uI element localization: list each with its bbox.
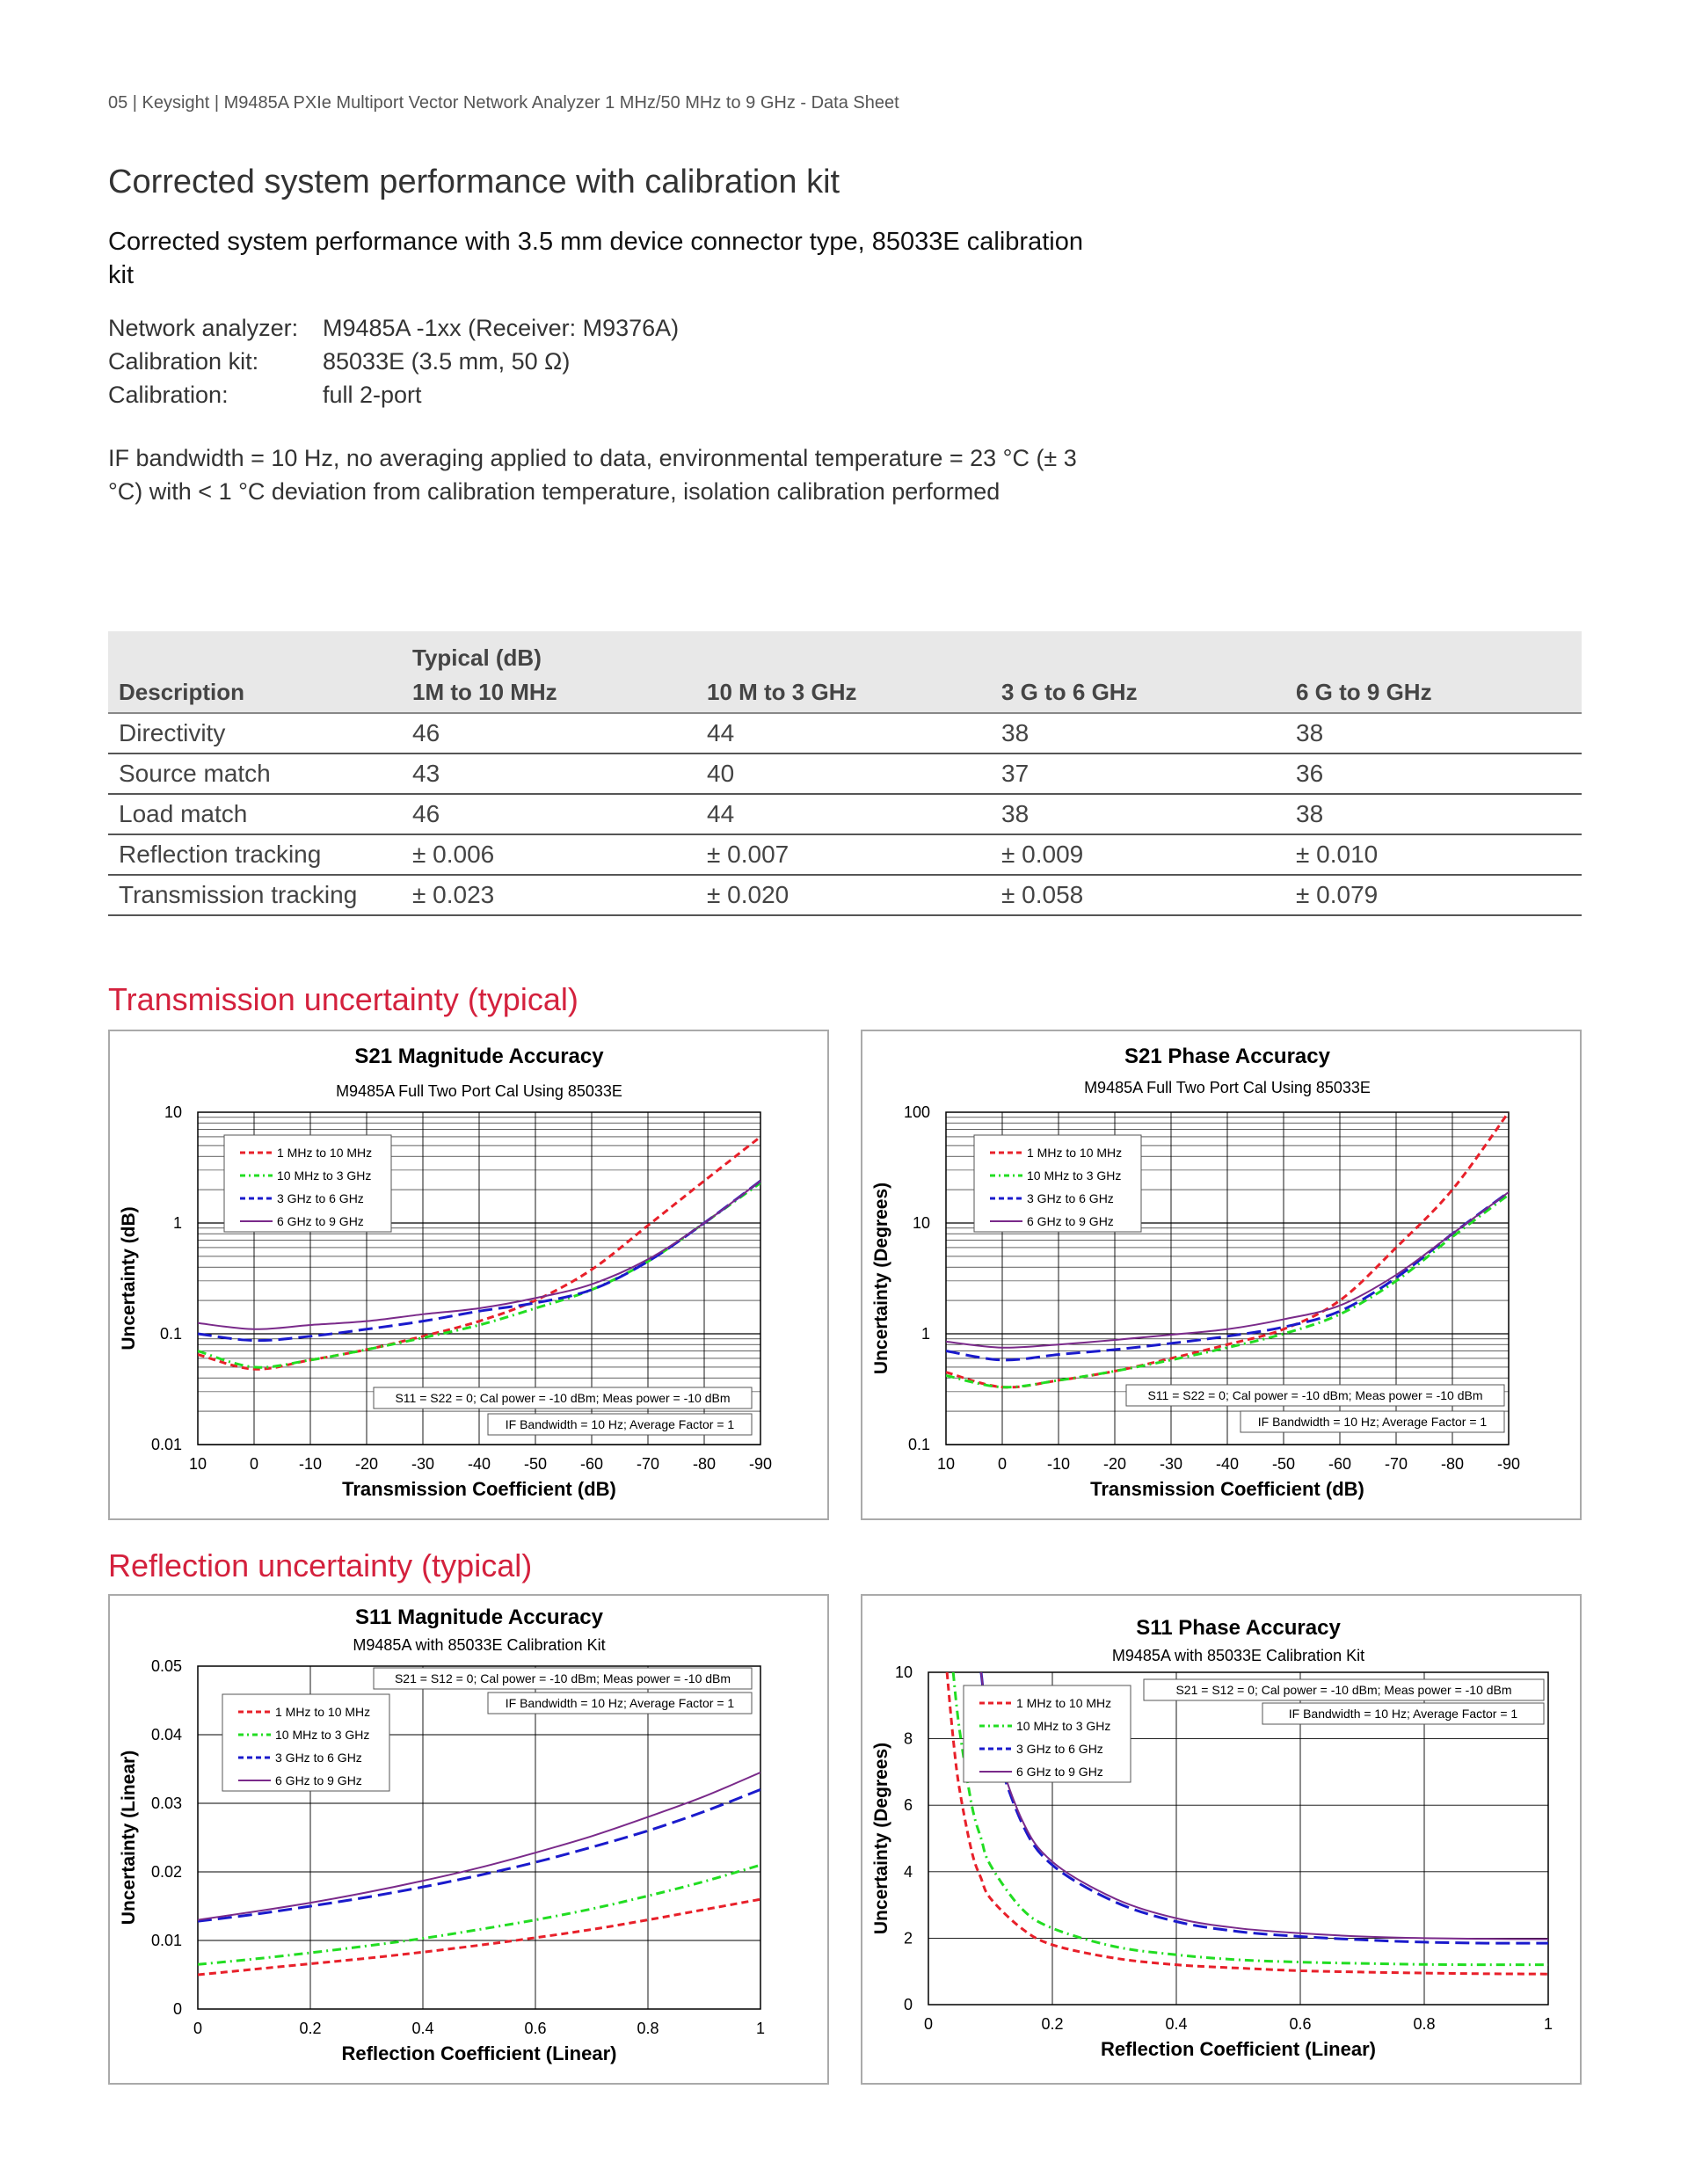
legend-label: 3 GHz to 6 GHz bbox=[1016, 1742, 1103, 1756]
table-header: Description bbox=[108, 672, 402, 713]
table-cell: 43 bbox=[402, 753, 696, 794]
table-cell: Source match bbox=[108, 753, 402, 794]
note-text: S11 = S22 = 0; Cal power = -10 dBm; Meas power = -10 dBm bbox=[1147, 1388, 1483, 1402]
y-tick-label: 0 bbox=[903, 1996, 913, 2013]
table-row bbox=[108, 875, 1582, 915]
chart-title: S11 Phase Accuracy bbox=[1136, 1616, 1341, 1640]
x-axis-label: Transmission Coefficient (dB) bbox=[342, 1478, 616, 1500]
y-tick-label: 100 bbox=[903, 1103, 930, 1121]
table-cell: ± 0.006 bbox=[402, 834, 696, 875]
x-tick-label: 0.8 bbox=[1413, 2015, 1436, 2033]
table-header: 3 G to 6 GHz bbox=[991, 672, 1285, 713]
table-row bbox=[108, 834, 1582, 875]
x-tick-label: -50 bbox=[1271, 1455, 1296, 1473]
chart-subtitle: M9485A with 85033E Calibration Kit bbox=[1111, 1647, 1365, 1664]
x-tick-label: 0.4 bbox=[1165, 2015, 1188, 2033]
table-cell: Directivity bbox=[108, 713, 402, 753]
table-cell: ± 0.079 bbox=[1285, 875, 1582, 915]
x-tick-label: -20 bbox=[354, 1455, 379, 1473]
table-cell: 44 bbox=[696, 713, 991, 753]
spec-value: M9485A -1xx (Receiver: M9376A) bbox=[323, 315, 680, 341]
table-cell: Reflection tracking bbox=[108, 834, 402, 875]
x-tick-label: -10 bbox=[298, 1455, 323, 1473]
x-tick-label: -40 bbox=[467, 1455, 491, 1473]
section-title-reflection: Reflection uncertainty (typical) bbox=[108, 1547, 533, 1583]
chart-svg bbox=[110, 1596, 827, 2083]
x-tick-label: -90 bbox=[1496, 1455, 1521, 1473]
y-tick-label: 0.03 bbox=[150, 1795, 182, 1812]
chart-title: S11 Magnitude Accuracy bbox=[355, 1605, 603, 1629]
x-tick-label: -90 bbox=[748, 1455, 773, 1473]
x-tick-label: -30 bbox=[411, 1455, 435, 1473]
table-header: 6 G to 9 GHz bbox=[1285, 672, 1582, 713]
x-tick-label: 0.2 bbox=[1041, 2015, 1064, 2033]
y-tick-label: 0.01 bbox=[150, 1932, 182, 1949]
x-tick-label: 0.6 bbox=[1289, 2015, 1312, 2033]
y-tick-label: 1 bbox=[172, 1214, 182, 1232]
spec-value: full 2-port bbox=[323, 382, 422, 408]
table-cell: ± 0.007 bbox=[696, 834, 991, 875]
x-tick-label: -70 bbox=[636, 1455, 660, 1473]
table-cell: ± 0.020 bbox=[696, 875, 991, 915]
x-tick-label: -30 bbox=[1159, 1455, 1183, 1473]
table-cell: 36 bbox=[1285, 753, 1582, 794]
table-cell: Load match bbox=[108, 794, 402, 834]
table-cell: 38 bbox=[991, 794, 1285, 834]
spec-row bbox=[108, 378, 679, 411]
page-title: Corrected system performance with calibration kit bbox=[108, 164, 840, 200]
y-axis-label: Uncertainty (Linear) bbox=[119, 1750, 139, 1926]
x-tick-label: -10 bbox=[1046, 1455, 1071, 1473]
x-tick-label: -60 bbox=[1328, 1455, 1352, 1473]
x-axis-label: Reflection Coefficient (Linear) bbox=[341, 2042, 617, 2064]
chart-s21-magnitude bbox=[108, 1030, 829, 1520]
page-subtitle: Corrected system performance with 3.5 mm device connector type, 85033E calibration kit bbox=[108, 228, 1083, 289]
chart-subtitle: M9485A Full Two Port Cal Using 85033E bbox=[336, 1082, 622, 1100]
chart-title: S21 Phase Accuracy bbox=[1124, 1045, 1330, 1068]
y-tick-label: 4 bbox=[903, 1862, 913, 1881]
legend-label: 6 GHz to 9 GHz bbox=[1016, 1765, 1103, 1779]
x-tick-label: 0.2 bbox=[299, 2020, 322, 2037]
x-tick-label: -80 bbox=[692, 1455, 717, 1473]
note-text: IF Bandwidth = 10 Hz; Average Factor = 1 bbox=[1288, 1707, 1518, 1721]
table-header: 1M to 10 MHz bbox=[402, 672, 696, 713]
x-tick-label: -20 bbox=[1102, 1455, 1127, 1473]
conditions-note: IF bandwidth = 10 Hz, no averaging applied to data, environmental temperature = 23 °C (± 3 °C) with < 1 °C deviation from calibration temperature, isolation calibration performed bbox=[108, 445, 1077, 505]
note-text: IF Bandwidth = 10 Hz; Average Factor = 1 bbox=[505, 1696, 735, 1710]
x-tick-label: -80 bbox=[1440, 1455, 1465, 1473]
legend-label: 10 MHz to 3 GHz bbox=[1016, 1719, 1111, 1733]
table-cell: 46 bbox=[402, 713, 696, 753]
legend-label: 3 GHz to 6 GHz bbox=[277, 1191, 364, 1205]
x-tick-label: 10 bbox=[936, 1455, 956, 1473]
legend-label: 10 MHz to 3 GHz bbox=[1027, 1168, 1122, 1183]
chart-svg bbox=[862, 1596, 1580, 2083]
y-axis-label: Uncertainty (dB) bbox=[119, 1206, 139, 1350]
spec-row bbox=[108, 311, 679, 345]
y-tick-label: 10 bbox=[164, 1103, 182, 1121]
y-tick-label: 10 bbox=[912, 1214, 930, 1232]
table-row bbox=[108, 753, 1582, 794]
x-tick-label: 1 bbox=[755, 2020, 766, 2037]
legend-label: 10 MHz to 3 GHz bbox=[277, 1168, 372, 1183]
spec-key: Calibration: bbox=[108, 382, 229, 408]
spec-key: Calibration kit: bbox=[108, 348, 259, 375]
legend-label: 3 GHz to 6 GHz bbox=[275, 1751, 362, 1765]
y-tick-label: 6 bbox=[903, 1796, 913, 1815]
y-tick-label: 0.1 bbox=[159, 1325, 182, 1343]
y-axis-label: Uncertainty (Degrees) bbox=[871, 1182, 891, 1375]
y-tick-label: 0.01 bbox=[150, 1436, 182, 1453]
table-cell: ± 0.010 bbox=[1285, 834, 1582, 875]
note-text: IF Bandwidth = 10 Hz; Average Factor = 1 bbox=[1257, 1415, 1488, 1429]
table-cell: 37 bbox=[991, 753, 1285, 794]
y-tick-label: 0.02 bbox=[150, 1863, 182, 1881]
x-tick-label: -40 bbox=[1215, 1455, 1240, 1473]
chart-s21-phase bbox=[861, 1030, 1582, 1520]
page-header: 05 | Keysight | M9485A PXIe Multiport Vector Network Analyzer 1 MHz/50 MHz to 9 GHz - Data Sheet bbox=[108, 93, 899, 113]
x-tick-label: 10 bbox=[188, 1455, 207, 1473]
y-tick-label: 1 bbox=[920, 1325, 930, 1343]
legend-label: 6 GHz to 9 GHz bbox=[277, 1214, 364, 1228]
note-text: S11 = S22 = 0; Cal power = -10 dBm; Meas power = -10 dBm bbox=[395, 1391, 731, 1405]
x-tick-label: -70 bbox=[1384, 1455, 1408, 1473]
x-tick-label: 0 bbox=[997, 1455, 1008, 1473]
x-tick-label: 0.8 bbox=[637, 2020, 659, 2037]
x-tick-label: -60 bbox=[579, 1455, 604, 1473]
x-tick-label: 0 bbox=[193, 2020, 203, 2037]
section-title-transmission: Transmission uncertainty (typical) bbox=[108, 981, 578, 1017]
legend-label: 3 GHz to 6 GHz bbox=[1027, 1191, 1114, 1205]
y-tick-label: 8 bbox=[903, 1729, 913, 1748]
y-tick-label: 0.04 bbox=[150, 1726, 182, 1744]
x-tick-label: 0.4 bbox=[411, 2020, 434, 2037]
table-cell: ± 0.023 bbox=[402, 875, 696, 915]
x-tick-label: 1 bbox=[1543, 2015, 1553, 2033]
note-text: S21 = S12 = 0; Cal power = -10 dBm; Meas power = -10 dBm bbox=[394, 1671, 731, 1685]
chart-title: S21 Magnitude Accuracy bbox=[354, 1045, 604, 1068]
table-header-empty bbox=[108, 631, 402, 672]
legend-label: 6 GHz to 9 GHz bbox=[275, 1773, 362, 1787]
x-tick-label: -50 bbox=[523, 1455, 548, 1473]
table-cell: 40 bbox=[696, 753, 991, 794]
table-row bbox=[108, 794, 1582, 834]
y-tick-label: 0.05 bbox=[150, 1657, 182, 1675]
table-cell: 44 bbox=[696, 794, 991, 834]
legend-label: 1 MHz to 10 MHz bbox=[1027, 1146, 1123, 1160]
table-cell: ± 0.009 bbox=[991, 834, 1285, 875]
table-cell: 38 bbox=[1285, 713, 1582, 753]
table-cell: ± 0.058 bbox=[991, 875, 1285, 915]
chart-svg bbox=[862, 1031, 1580, 1518]
x-axis-label: Reflection Coefficient (Linear) bbox=[1101, 2038, 1376, 2060]
chart-s11-magnitude bbox=[108, 1594, 829, 2085]
spec-value: 85033E (3.5 mm, 50 Ω) bbox=[323, 348, 571, 375]
note-text: IF Bandwidth = 10 Hz; Average Factor = 1 bbox=[505, 1417, 735, 1431]
legend-label: 6 GHz to 9 GHz bbox=[1027, 1214, 1114, 1228]
legend-label: 1 MHz to 10 MHz bbox=[1016, 1696, 1112, 1710]
table-cell: 46 bbox=[402, 794, 696, 834]
y-tick-label: 0.1 bbox=[907, 1436, 930, 1453]
x-tick-label: 0.6 bbox=[524, 2020, 547, 2037]
y-tick-label: 2 bbox=[903, 1929, 913, 1947]
table-group-header: Typical (dB) bbox=[402, 631, 696, 672]
x-tick-label: 0 bbox=[249, 1455, 259, 1473]
chart-subtitle: M9485A with 85033E Calibration Kit bbox=[353, 1636, 606, 1654]
legend-label: 1 MHz to 10 MHz bbox=[275, 1705, 371, 1719]
spec-key: Network analyzer: bbox=[108, 315, 299, 341]
y-axis-label: Uncertainty (Degrees) bbox=[871, 1742, 891, 1935]
chart-svg bbox=[110, 1031, 827, 1518]
note-text: S21 = S12 = 0; Cal power = -10 dBm; Meas power = -10 dBm bbox=[1175, 1683, 1512, 1697]
spec-list bbox=[108, 311, 679, 411]
table-cell: Transmission tracking bbox=[108, 875, 402, 915]
y-tick-label: 0 bbox=[172, 2000, 182, 2018]
legend-label: 1 MHz to 10 MHz bbox=[277, 1146, 373, 1160]
legend-label: 10 MHz to 3 GHz bbox=[275, 1728, 370, 1742]
table-header: 10 M to 3 GHz bbox=[696, 672, 991, 713]
y-tick-label: 10 bbox=[894, 1663, 913, 1681]
chart-subtitle: M9485A Full Two Port Cal Using 85033E bbox=[1084, 1079, 1371, 1096]
spec-row bbox=[108, 345, 679, 378]
performance-table bbox=[108, 631, 1582, 916]
table-cell: 38 bbox=[1285, 794, 1582, 834]
chart-s11-phase bbox=[861, 1594, 1582, 2085]
x-tick-label: 0 bbox=[923, 2015, 934, 2033]
table-cell: 38 bbox=[991, 713, 1285, 753]
x-axis-label: Transmission Coefficient (dB) bbox=[1090, 1478, 1364, 1500]
table-row bbox=[108, 713, 1582, 753]
